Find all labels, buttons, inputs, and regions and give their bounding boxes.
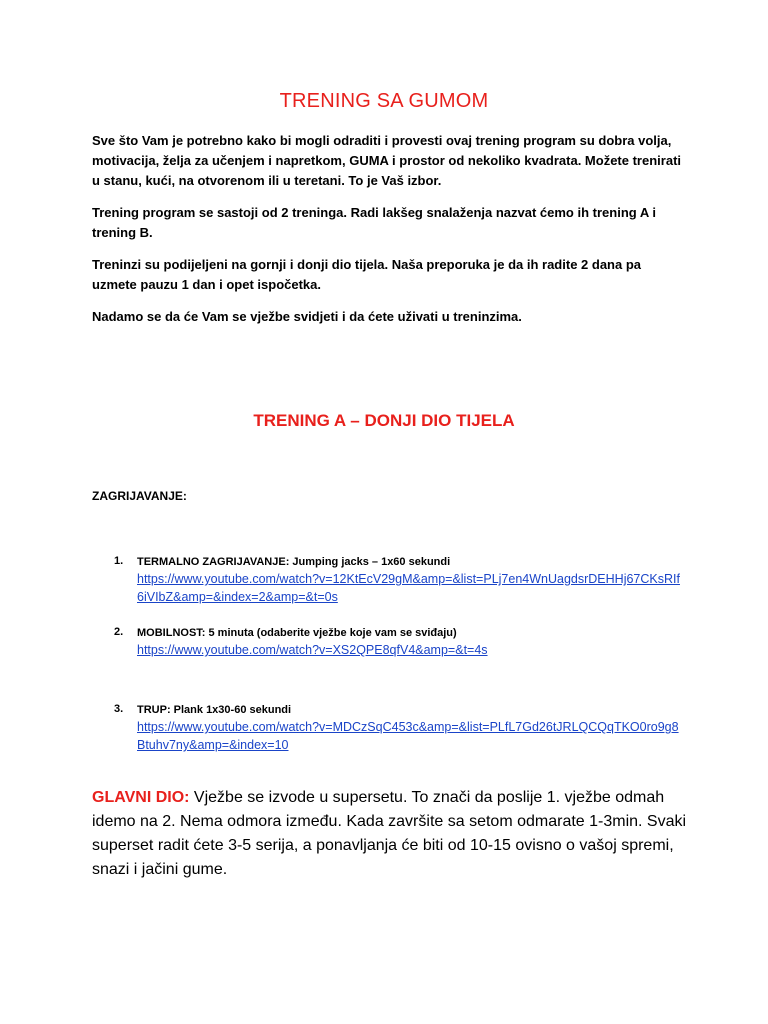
intro-paragraph: Sve što Vam je potrebno kako bi mogli odraditi i provesti ovaj trening program su dobra volja, motivacija, želja za učenjem i napretkom, GUMA i prostor od nekoliko kvadrata. Možete trenirati u stanu, kući, na otvorenom ili u teretani. To je Vaš izbor. xyxy=(92,133,682,188)
list-item-body xyxy=(137,702,697,754)
main-part-paragraph xyxy=(92,786,692,882)
list-item-body xyxy=(137,625,697,659)
main-part-lead: GLAVNI DIO: xyxy=(92,789,190,806)
intro-paragraph: Trening program se sastoji od 2 treninga. Radi lakšeg snalaženja nazvat ćemo ih trening A i trening B. xyxy=(92,205,656,240)
exercise-label: MOBILNOST: 5 minuta (odaberite vježbe koje vam se sviđaju) xyxy=(137,627,457,639)
exercise-label: TRUP: Plank 1x30-60 sekundi xyxy=(137,704,292,716)
page-title: TRENING SA GUMOM xyxy=(279,90,489,112)
video-link[interactable]: https://www.youtube.com/watch?v=XS2QPE8qfV4&amp=&t=4s xyxy=(137,643,488,657)
intro-text xyxy=(92,131,682,339)
list-item-body xyxy=(137,554,697,606)
main-part-text: Vježbe se izvode u supersetu. To znači da poslije 1. vježbe odmah idemo na 2. Nema odmora između. Kada završite sa setom odmarate 1-3min. Svaki superset radit ćete 3-5 serija, a ponavljanja će biti od 10-15 ovisno o vašoj spremi, snazi i jačini gume. xyxy=(92,789,687,878)
exercise-label: TERMALNO ZAGRIJAVANJE: Jumping jacks – 1x60 sekundi xyxy=(137,556,451,568)
list-number: 2. xyxy=(114,626,124,638)
video-link[interactable]: https://www.youtube.com/watch?v=12KtEcV29gM&amp=&list=PLj7en4WnUagdsrDEHHj67CKsRIf6iVIbZ&amp=&index=2&amp=&t=0s xyxy=(137,572,680,604)
intro-paragraph: Treninzi su podijeljeni na gornji i donji dio tijela. Naša preporuka je da ih radite 2 dana pa uzmete pauzu 1 dan i opet ispočetka. xyxy=(92,257,641,292)
intro-paragraph: Nadamo se da će Vam se vježbe svidjeti i da ćete uživati u treninzima. xyxy=(92,309,522,324)
list-number: 1. xyxy=(114,555,124,567)
video-link[interactable]: https://www.youtube.com/watch?v=MDCzSqC453c&amp=&list=PLfL7Gd26tJRLQCQqTKO0ro9g8Btuhv7ny&amp=&index=10 xyxy=(137,720,679,752)
warmup-label: ZAGRIJAVANJE: xyxy=(92,489,187,503)
list-number: 3. xyxy=(114,703,124,715)
section-title: TRENING A – DONJI DIO TIJELA xyxy=(253,411,515,430)
